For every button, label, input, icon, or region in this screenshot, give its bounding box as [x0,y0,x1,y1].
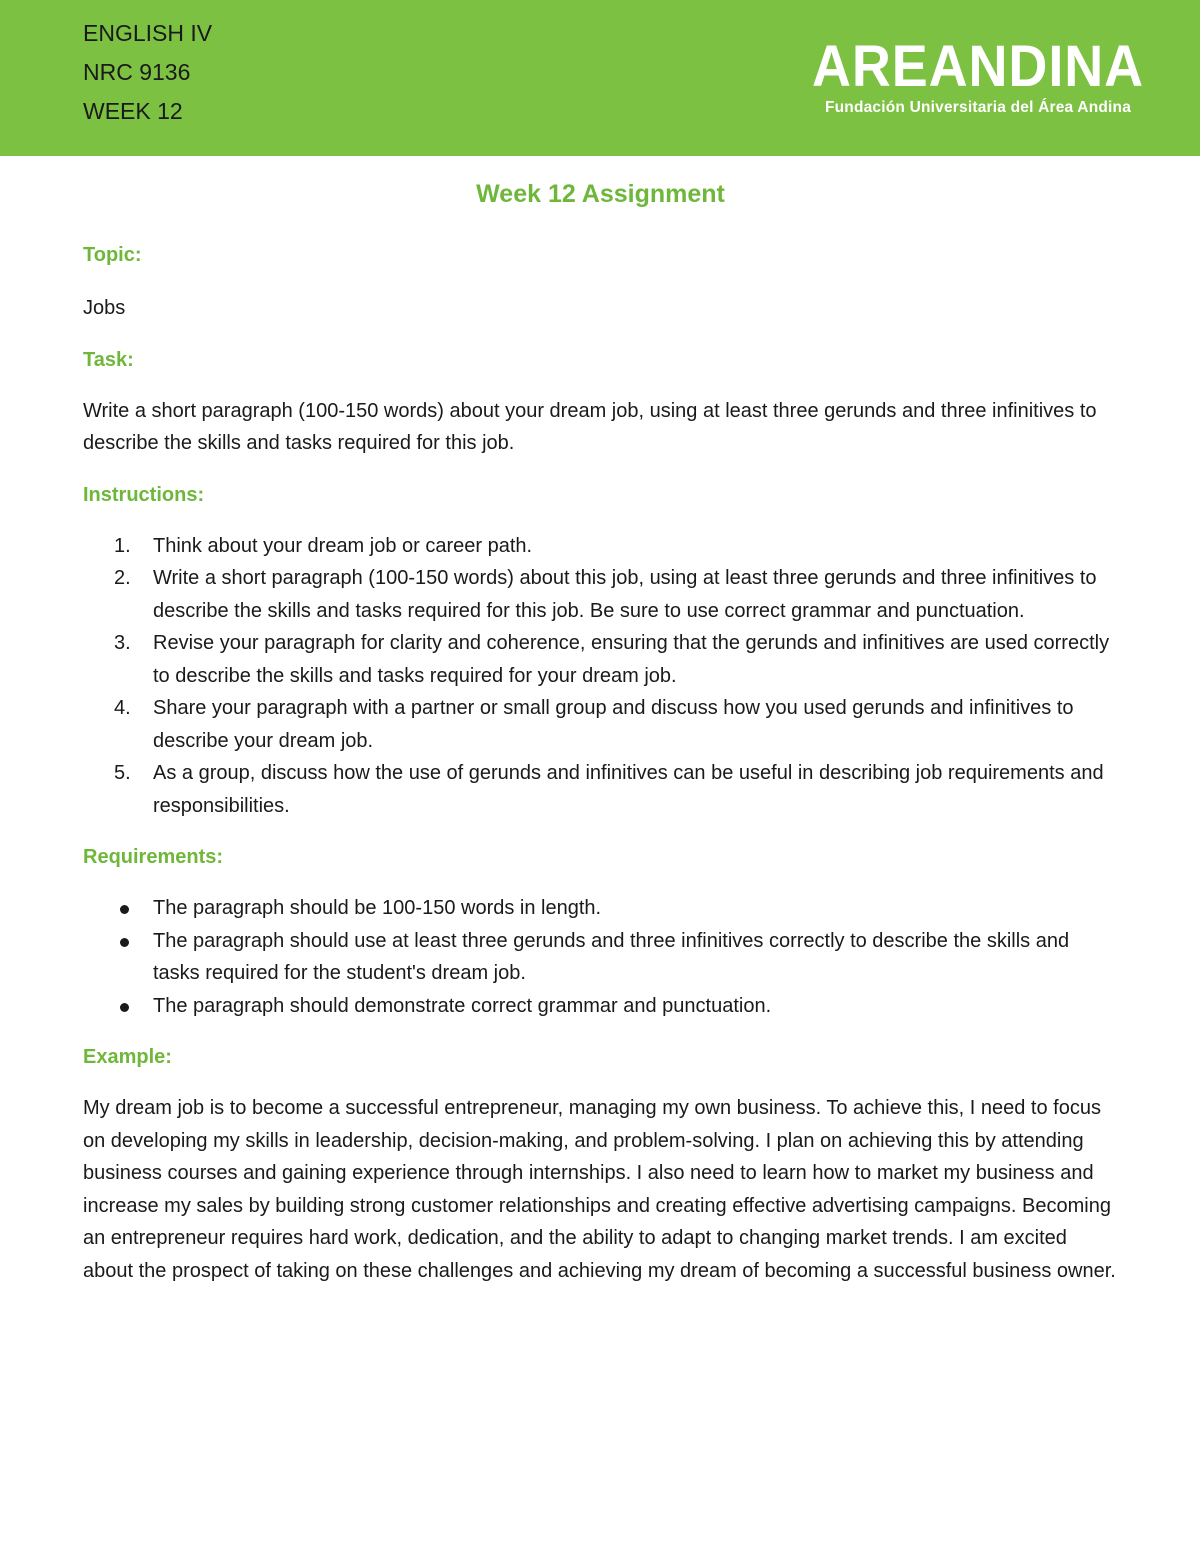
item-text: Share your paragraph with a partner or small group and discuss how you used gerunds and infinitives to describe your dream job. [153,697,1074,752]
list-item [83,627,1118,692]
bullet-icon [120,1003,129,1012]
list-item [83,925,1118,990]
requirements-heading: Requirements: [83,846,224,868]
list-item [83,692,1118,757]
course-info [83,14,212,131]
logo-wordmark: AREANDINA [812,36,1144,96]
areandina-logo [808,36,1148,120]
list-item [83,892,1118,925]
item-text: Write a short paragraph (100-150 words) about this job, using at least three gerunds and three infinitives to describe the skills and tasks required for this job. Be sure to use correct grammar and punctuation. [153,567,1097,622]
page-title: Week 12 Assignment [476,180,725,208]
item-text: The paragraph should be 100-150 words in length. [153,897,602,919]
bullet-icon [120,938,129,947]
item-text: The paragraph should demonstrate correct grammar and punctuation. [153,994,772,1017]
list-item [83,757,1118,822]
course-week: WEEK 12 [83,98,183,124]
course-nrc: NRC 9136 [83,59,191,85]
item-number: 5. [114,762,131,784]
logo-subtitle: Fundación Universitaria del Área Andina [824,99,1132,116]
topic-heading: Topic: [83,244,142,266]
item-text: Think about your dream job or career path. [153,534,533,557]
item-text: As a group, discuss how the use of gerunds and infinitives can be useful in describing job requirements and responsibilities. [153,762,1104,817]
list-item [83,562,1118,627]
item-number: 2. [114,567,131,589]
instructions-heading: Instructions: [83,483,205,506]
header-banner [0,0,1200,156]
item-text: The paragraph should use at least three gerunds and three infinitives correctly to describe the skills and tasks required for the student's dream job. [153,929,1070,984]
example-heading: Example: [83,1046,172,1068]
course-name: ENGLISH IV [83,20,213,46]
item-text: Revise your paragraph for clarity and coherence, ensuring that the gerunds and infinitives are used correctly to describe the skills and tasks required for your dream job. [153,632,1110,687]
instructions-list [83,530,1118,823]
item-number: 3. [114,632,131,654]
areandina-wordmark-icon [808,36,1148,96]
bullet-icon [120,905,129,914]
task-heading: Task: [83,348,134,371]
topic-text: Jobs [83,297,126,319]
task-text: Write a short paragraph (100-150 words) about your dream job, using at least three gerunds and three infinitives to describe the skills and tasks required for this job. [83,399,1097,454]
requirements-list [83,892,1118,1022]
list-item [83,530,1118,563]
list-item [83,990,1118,1023]
assignment-content [83,170,1118,1287]
example-text: My dream job is to become a successful entrepreneur, managing my own business. To achieve this, I need to focus on developing my skills in leadership, decision-making, and problem-solving. I plan on achieving this by attending business courses and gaining experience through internships. I also need to learn how to market my business and increase my sales by building strong customer relationships and creating effective advertising campaigns. Becoming an entrepreneur requires hard work, dedication, and the ability to adapt to changing market trends. I am excited about the prospect of taking on these challenges and achieving my dream of becoming a successful business owner. [83,1097,1116,1282]
item-number: 1. [114,534,131,557]
item-number: 4. [114,697,131,719]
